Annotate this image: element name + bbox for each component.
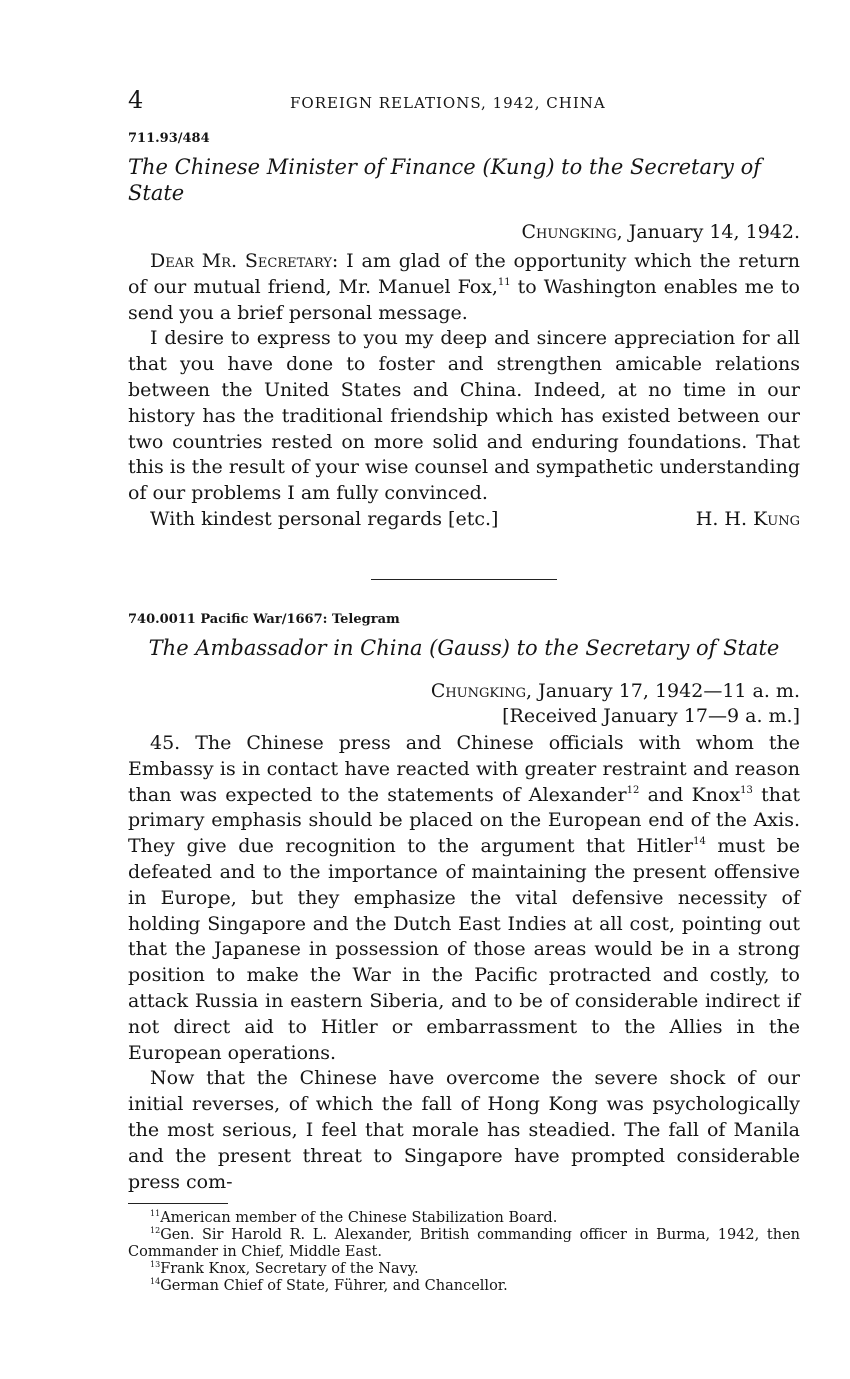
document-title: The Ambassador in China (Gauss) to the Secretary of State [148,635,780,660]
file-number: 711.93/484 [128,131,210,146]
file-number: 740.0011 Pacific War/1667: Telegram [128,611,400,627]
paragraph [128,731,800,1066]
footnote [128,1210,800,1227]
telegram-body [128,731,800,1195]
footnote-number: 12 [150,1226,161,1236]
closing-line [128,507,800,533]
text-run: I am glad of the opportunity which the return of our mutual friend, Mr. Manuel Fox, [128,250,801,298]
page-number: 4 [128,86,144,114]
footnote-number: 11 [150,1209,161,1219]
closing: With kindest personal regards [etc.] [150,507,499,530]
section-divider [371,579,557,580]
footnote [128,1261,800,1278]
signature: H. H. Kung [695,507,800,530]
text-run: 45. The Chinese press and Chinese officials with whom the Embassy is in contact have reacted with greater restraint and reason than was expected to the statements of Alexander [128,731,800,806]
footnote-number: 14 [150,1277,161,1287]
received-line: [Received January 17—9 a. m.] [502,704,800,727]
footnote-number: 13 [150,1260,161,1270]
page-header [128,86,800,116]
dateline-date: January 14, 1942. [622,221,800,243]
dateline-date: January 17, 1942—11 a. m. [532,679,800,702]
page [128,86,800,1295]
footnote-ref: 13 [740,784,753,796]
footnote-text: Frank Knox, Secretary of the Navy. [160,1261,419,1278]
dateline [128,220,800,245]
footnote [128,1227,800,1261]
paragraph: Now that the Chinese have overcome the severe shock of our initial reverses, of which the fall of Hong Kong was psychologically the most serious, I feel that morale has steadied. The fall of Manila and the present threat to Singapore have prompted considerable press com- [128,1067,800,1193]
footnote-ref: 11 [497,276,511,288]
footnote [128,1278,800,1295]
footnote-ref: 14 [693,836,706,848]
dateline-place: Chungking, [521,221,623,243]
text-run: that primary emphasis should be placed on the European end of the Axis. They give due recognition to the argument that Hitler [128,783,800,858]
dateline-place: Chungking, [430,679,533,702]
text-run: must be defeated and to the importance of maintaining the present offensive in Europe, but they emphasize the vital defensive necessity of holding Singapore and the Dutch East Indies at all cost, pointing out that the Japanese in possession of those areas would be in a strong position to make the War in the Pacific protracted and costly, to attack Russia in eastern Siberia, and to be of considerable indirect if not direct aid to Hitler or embarrassment to the Allies in the European operations. [128,835,800,1064]
footnote-text: American member of the Chinese Stabilization Board. [160,1210,558,1227]
letter-body [128,249,800,507]
running-head: FOREIGN RELATIONS, 1942, CHINA [290,94,606,112]
footnotes [128,1210,800,1295]
dateline [128,679,800,704]
document-title: The Chinese Minister of Finance (Kung) to the Secretary of State [128,155,762,205]
text-run: to Washington enables me to send you a brief personal message. [128,275,800,324]
salutation: Dear Mr. Secretary: [150,250,339,272]
footnote-divider [128,1203,228,1204]
footnote-text: German Chief of State, Führer, and Chancellor. [160,1278,508,1295]
paragraph: I desire to express to you my deep and sincere appreciation for all that you have done to foster and strengthen amicable relations between the United States and China. Indeed, at no time in our history has the traditional friendship which has existed between our two countries rested on more solid and enduring foundations. That this is the result of your wise counsel and sympathetic understanding of our problems I am fully convinced. [128,327,800,505]
footnote-text: Gen. Sir Harold R. L. Alexander, British commanding officer in Burma, 1942, then Commander in Chief, Middle East. [128,1227,800,1261]
footnote-ref: 12 [626,784,640,796]
paragraph [128,249,800,326]
text-run: and Knox [639,783,741,806]
